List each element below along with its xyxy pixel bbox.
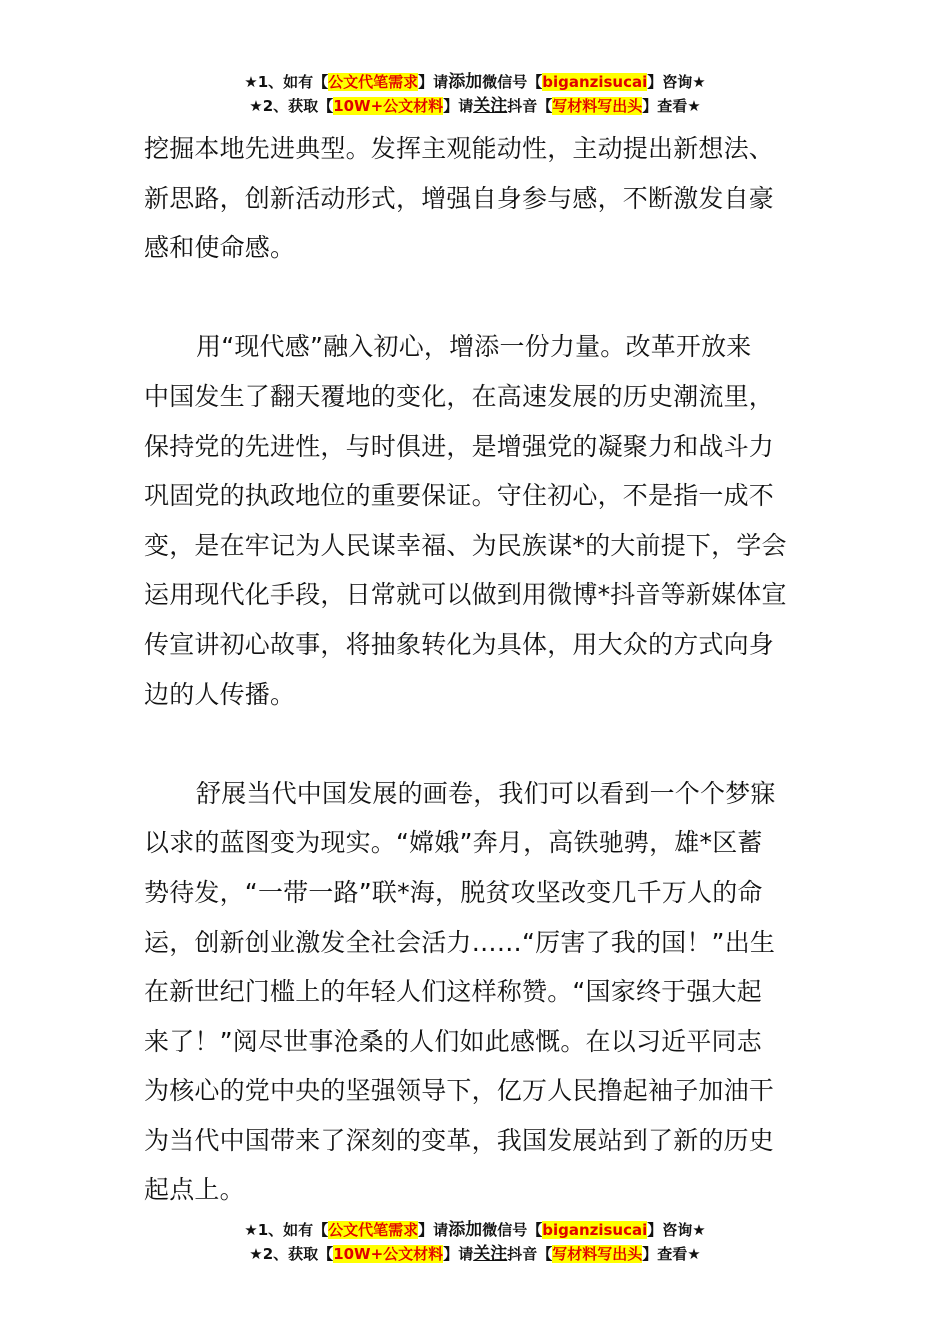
banner-line-1 [0, 70, 950, 94]
banner-text: ★1、如有【 [244, 1221, 329, 1239]
header-banner [0, 70, 950, 118]
footer-banner [0, 1218, 950, 1266]
banner-highlight: 写材料写出头 [552, 1245, 643, 1263]
banner-highlight: 公文代笔需求 [328, 1221, 419, 1239]
banner-text: 】请 [418, 1221, 449, 1239]
text-line: 运用现代化手段，日常就可以做到用微博*抖音等新媒体宣 [144, 580, 787, 610]
text-line: 巩固党的执政地位的重要保证。守住初心，不是指一成不 [144, 481, 775, 511]
text-line: 用“现代感”融入初心，增添一份力量。改革开放来 [196, 332, 752, 362]
banner-highlight: biganzisucai [542, 1221, 648, 1239]
text-line: 为当代中国带来了深刻的变革，我国发展站到了新的历史 [144, 1125, 775, 1155]
banner-text: 抖音【 [507, 1245, 553, 1263]
banner-text: 】咨询★ [647, 73, 706, 91]
banner-highlight: 公文代笔需求 [328, 73, 419, 91]
text-line: 运，创新创业激发全社会活力……“厉害了我的国！”出生 [144, 927, 776, 957]
banner-text: 】查看★ [642, 97, 701, 115]
text-line: 势待发，“一带一路”联*海，脱贫攻坚改变几千万人的命 [144, 877, 763, 907]
banner-text: 抖音【 [507, 97, 553, 115]
text-line: 保持党的先进性，与时俱进，是增强党的凝聚力和战斗力 [144, 431, 775, 461]
text-line: 起点上。 [144, 1175, 245, 1205]
banner-text: 微信号【 [482, 1221, 543, 1239]
banner-text: ★2、获取【 [249, 1245, 334, 1263]
banner-text: 】请 [443, 97, 474, 115]
text-line: 中国发生了翻天覆地的变化，在高速发展的历史潮流里， [144, 381, 775, 411]
text-line: 变，是在牢记为人民谋幸福、为民族谋*的大前提下，学会 [144, 530, 787, 560]
banner-text: 】查看★ [642, 1245, 701, 1263]
text-line: 挖掘本地先进典型。发挥主观能动性，主动提出新想法、 [144, 134, 775, 163]
text-line: 感和使命感。 [144, 233, 296, 263]
text-line: 传宣讲初心故事，将抽象转化为具体，用大众的方式向身 [144, 629, 775, 659]
text-line: 来了！”阅尽世事沧桑的人们如此感慨。在以习近平同志 [144, 1026, 762, 1056]
banner-highlight: 10W+公文材料 [333, 97, 444, 115]
text-line: 边的人传播。 [144, 679, 296, 709]
banner-highlight: biganzisucai [542, 73, 648, 91]
text-line: 为核心的党中央的坚强领导下，亿万人民撸起袖子加油干 [144, 1076, 775, 1106]
paragraph-3 [144, 769, 808, 1215]
banner-emphasis: 关注 [473, 1244, 508, 1264]
text-line: 舒展当代中国发展的画卷，我们可以看到一个个梦寐 [196, 778, 776, 808]
text-line: 在新世纪门槛上的年轻人们这样称赞。“国家终于强大起 [144, 977, 762, 1007]
text-line: 新思路，创新活动形式，增强自身参与感，不断激发自豪 [144, 183, 775, 213]
banner-text: 】咨询★ [647, 1221, 706, 1239]
banner-highlight: 写材料写出头 [552, 97, 643, 115]
banner-text: 】请 [443, 1245, 474, 1263]
paragraph-2 [144, 322, 808, 719]
banner-emphasis: 添加 [448, 1220, 483, 1240]
banner-text: 】请 [418, 73, 449, 91]
banner-line-1 [0, 1218, 950, 1242]
text-line: 以求的蓝图变为现实。“嫦娥”奔月，高铁驰骋，雄*区蓄 [144, 828, 763, 858]
banner-text: ★1、如有【 [244, 73, 329, 91]
banner-text: 微信号【 [482, 73, 543, 91]
banner-line-2 [0, 94, 950, 118]
banner-highlight: 10W+公文材料 [333, 1245, 444, 1263]
banner-emphasis: 关注 [473, 96, 508, 116]
paragraph-1 [144, 124, 808, 273]
banner-text: ★2、获取【 [249, 97, 334, 115]
banner-line-2 [0, 1242, 950, 1266]
document-body [144, 124, 808, 1215]
banner-emphasis: 添加 [448, 72, 483, 92]
